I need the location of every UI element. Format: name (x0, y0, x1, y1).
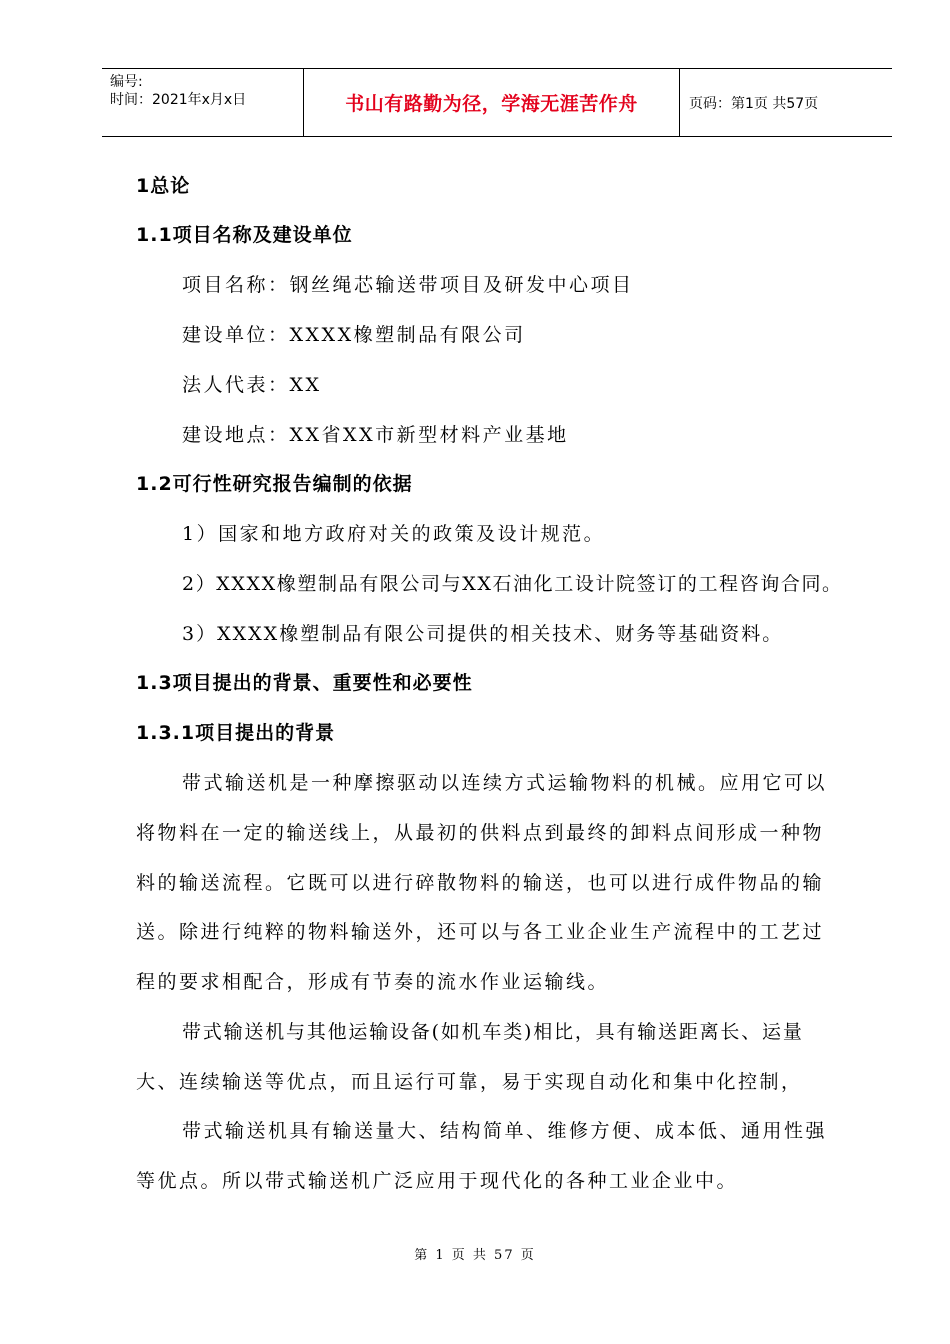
project-name: 项目名称：钢丝绳芯输送带项目及研发中心项目 (182, 274, 634, 296)
heading-1: 1总论 (136, 175, 191, 197)
legal-representative: 法人代表：XX (182, 374, 322, 396)
paragraph-line: 料的输送流程。它既可以进行碎散物料的输送，也可以进行成件物品的输 (136, 872, 825, 894)
paragraph-line: 将物料在一定的输送线上，从最初的供料点到最终的卸料点间形成一种物 (136, 822, 825, 844)
header-left-cell (110, 73, 246, 109)
paragraph-line: 带式输送机与其他运输设备(如机车类)相比，具有输送距离长、运量 (182, 1021, 804, 1043)
basis-item-2: 2）XXXX橡塑制品有限公司与XX石油化工设计院签订的工程咨询合同。 (182, 573, 843, 595)
paragraph-line: 带式输送机具有输送量大、结构简单、维修方便、成本低、通用性强 (182, 1120, 828, 1142)
paragraph-line: 大、连续输送等优点，而且运行可靠，易于实现自动化和集中化控制， (136, 1071, 803, 1093)
location: 建设地点：XX省XX市新型材料产业基地 (182, 424, 569, 446)
builder: 建设单位：XXXX橡塑制品有限公司 (182, 324, 526, 346)
paragraph-line: 带式输送机是一种摩擦驱动以连续方式运输物料的机械。应用它可以 (182, 772, 828, 794)
paragraph-line: 送。除进行纯粹的物料输送外，还可以与各工业企业生产流程中的工艺过 (136, 921, 825, 943)
paragraph-line: 程的要求相配合，形成有节奏的流水作业运输线。 (136, 971, 610, 993)
number-label: 编号: (110, 74, 143, 90)
heading-1-2: 1.2可行性研究报告编制的依据 (136, 473, 413, 495)
time-label: 时间：2021年x月x日 (110, 92, 247, 108)
heading-1-3: 1.3项目提出的背景、重要性和必要性 (136, 672, 473, 694)
paragraph-line: 等优点。所以带式输送机广泛应用于现代化的各种工业企业中。 (136, 1170, 739, 1192)
header-table (102, 68, 892, 137)
basis-item-1: 1）国家和地方政府对关的政策及设计规范。 (182, 523, 606, 545)
heading-1-3-1: 1.3.1项目提出的背景 (136, 722, 336, 744)
heading-1-1: 1.1项目名称及建设单位 (136, 224, 353, 246)
motto: 书山有路勤为径，学海无涯苦作舟 (345, 93, 638, 115)
page-footer: 第 1 页 共 57 页 (414, 1248, 536, 1263)
page-code: 页码：第1页 共57页 (689, 95, 819, 112)
basis-item-3: 3）XXXX橡塑制品有限公司提供的相关技术、财务等基础资料。 (182, 623, 784, 645)
